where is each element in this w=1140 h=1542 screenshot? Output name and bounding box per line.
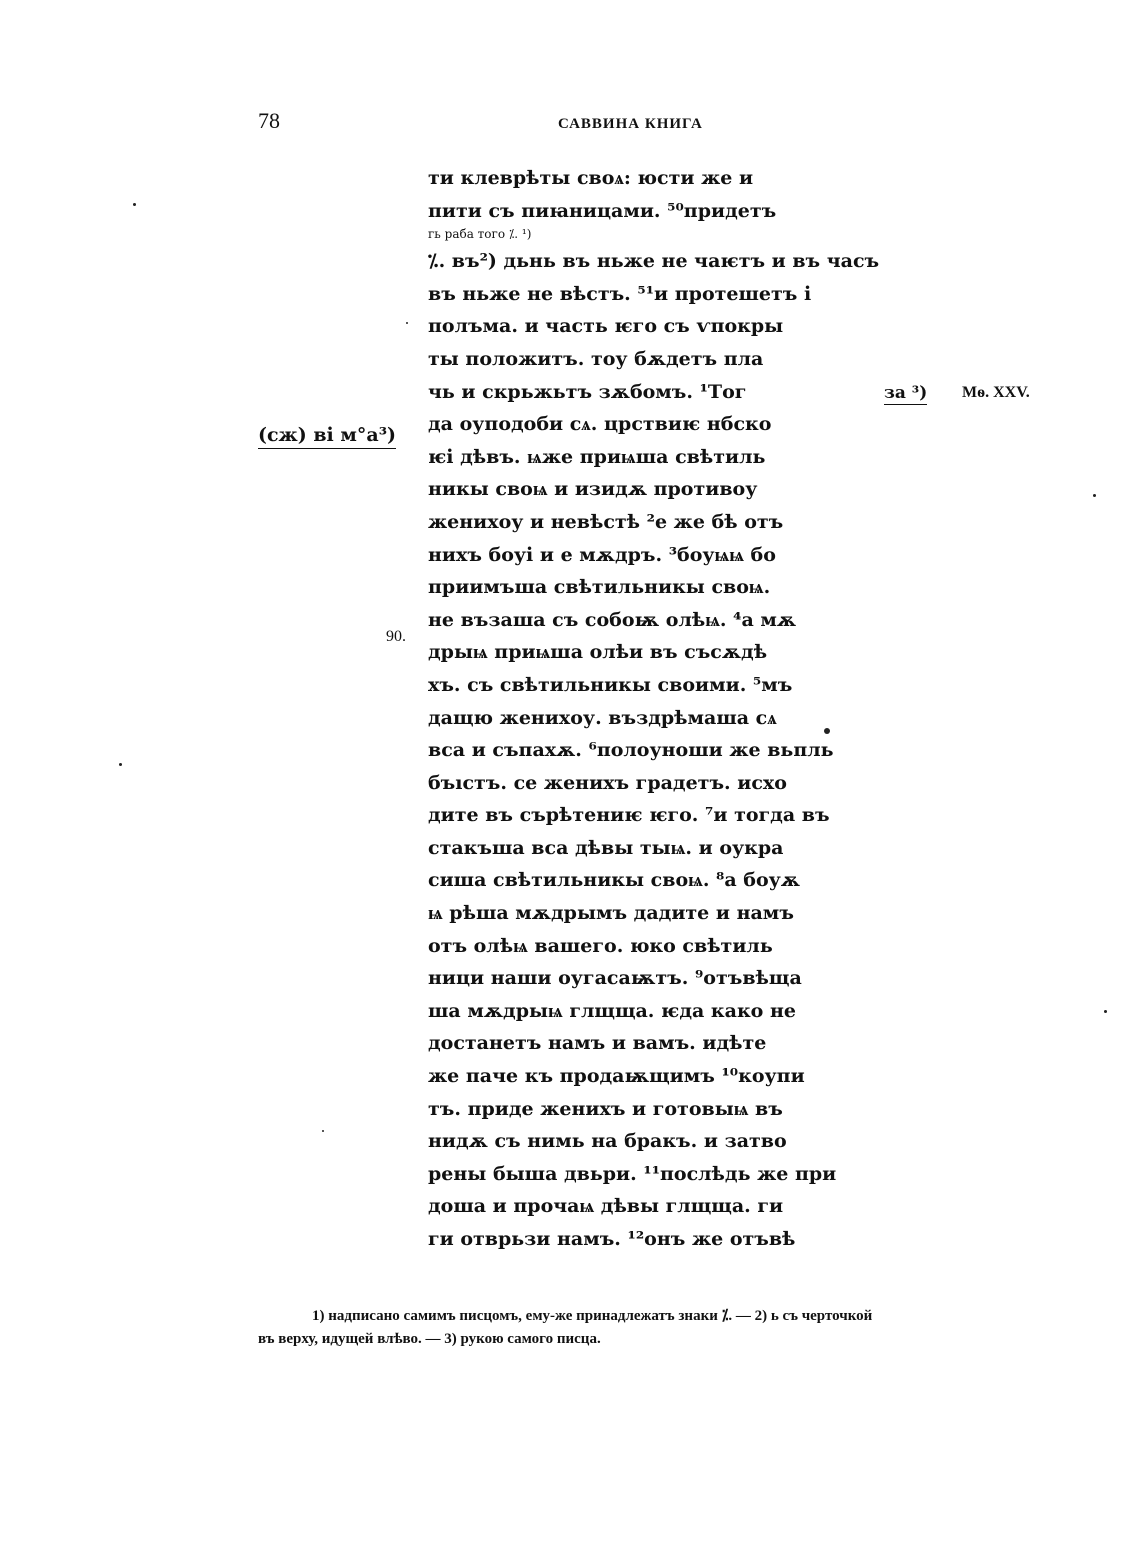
left-margin-note: (сж) ві м°а³)	[258, 424, 396, 449]
text-line: нидѫ съ нимь на бракъ. и затво	[428, 1130, 787, 1153]
text-line: жениxоу и невѣстѣ ²е же бѣ отъ	[428, 510, 784, 533]
scan-speck	[1104, 1010, 1107, 1013]
text-line: достанетъ намъ и вамъ. идѣте	[428, 1032, 767, 1055]
footnote-line: въ верху, идущей влѣво. — 3) рукою самого писца.	[258, 1331, 601, 1347]
text-line: да оуподоби сѧ. црствиѥ нбско	[428, 413, 772, 436]
text-line: xъ. съ свѣтильникы своими. ⁵мъ	[428, 673, 793, 696]
text-line: ѥі дѣвъ. ѩже приѩша свѣтиль	[428, 445, 766, 468]
text-line: дрыѩ приѩша олѣи въ съсѫдѣ	[428, 641, 768, 664]
interlinear-note: гь раба того ⁒. ¹)	[428, 227, 532, 242]
footnote-line: 1) надписано самимъ писцомъ, ему-же принадлежатъ знаки ⁒. — 2) ь съ черточкой	[312, 1308, 873, 1324]
text-line: дите въ сърѣтениѥ ѥго. ⁷и тогда въ	[428, 804, 830, 827]
scan-speck	[133, 203, 136, 206]
text-line: тъ. приде жениxъ и готовыѩ въ	[428, 1097, 783, 1120]
text-line: ты положитъ. тоу бѫдетъ пла	[428, 347, 764, 370]
text-line: ша мѫдрыѩ глщща. ѥда како не	[428, 999, 796, 1022]
text-line: вса и съпаxѫ. ⁶полоуноши же вьпль	[428, 739, 834, 762]
scan-speck	[322, 1130, 324, 1132]
text-line: ѩ рѣша мѫдрымъ дадите и намъ	[428, 902, 794, 925]
scan-speck	[1093, 494, 1096, 497]
text-line: рены быша двьри. ¹¹послѣдь же при	[428, 1162, 837, 1185]
text-line: въ ньже не вѣстъ. ⁵¹и протешетъ і	[428, 282, 812, 305]
footnotes	[258, 1305, 1058, 1351]
text-line: чь и скрьжьтъ зѫбомъ. ¹Тог	[428, 380, 747, 403]
text-line: пити съ пиꙗницами. ⁵⁰придетъ	[428, 199, 777, 222]
text-line: стакъша вса дѣвы тыѩ. и оукра	[428, 836, 784, 859]
main-text-block	[428, 162, 898, 1256]
text-line: ниxъ боуі и е мѫдръ. ³боуѩѩ бо	[428, 543, 776, 566]
text-line: дащю жениxоу. въздрѣмаша сѧ	[428, 706, 777, 729]
text-line: сиша свѣтильникы своѩ. ⁸а боуѫ	[428, 869, 800, 892]
running-title: САВВИНА КНИГА	[558, 116, 703, 132]
scan-speck	[406, 322, 408, 324]
text-line: полъма. и часть ѥго съ ѵпокры	[428, 315, 784, 338]
text-line: же паче къ продаѭщимъ ¹⁰коупи	[428, 1065, 805, 1088]
text-line: ⁒. въ²) дьнь въ ньже не чаѥтъ и въ часъ	[428, 250, 880, 273]
text-line: бъıстъ. се жениxъ градетъ. исxо	[428, 771, 787, 794]
right-margin-note: за ³)	[884, 383, 928, 403]
text-line: ти клеврѣты своѧ: юсти же и	[428, 167, 754, 189]
text-line: ги отврьзи намъ. ¹²онъ же отъвѣ	[428, 1228, 796, 1250]
text-line: приимъша свѣтильникы своѩ.	[428, 576, 771, 599]
left-margin-number: 90.	[386, 628, 406, 645]
text-line: ници наши оугасаѭтъ. ⁹отъвѣща	[428, 967, 802, 990]
text-line: доша и прочаѩ дѣвы глщща. ги	[428, 1195, 784, 1218]
text-line: отъ олѣѩ вашего. юко свѣтиль	[428, 934, 773, 957]
page-number: 78	[258, 108, 280, 133]
text-line: не възаша съ собоѭ олѣѩ. ⁴а мѫ	[428, 608, 797, 631]
right-margin-reference: Мѳ. XXV.	[962, 384, 1030, 401]
scan-speck	[824, 728, 830, 734]
text-line: никы своѩ и изидѫ противоу	[428, 478, 758, 501]
scan-speck	[119, 763, 122, 766]
